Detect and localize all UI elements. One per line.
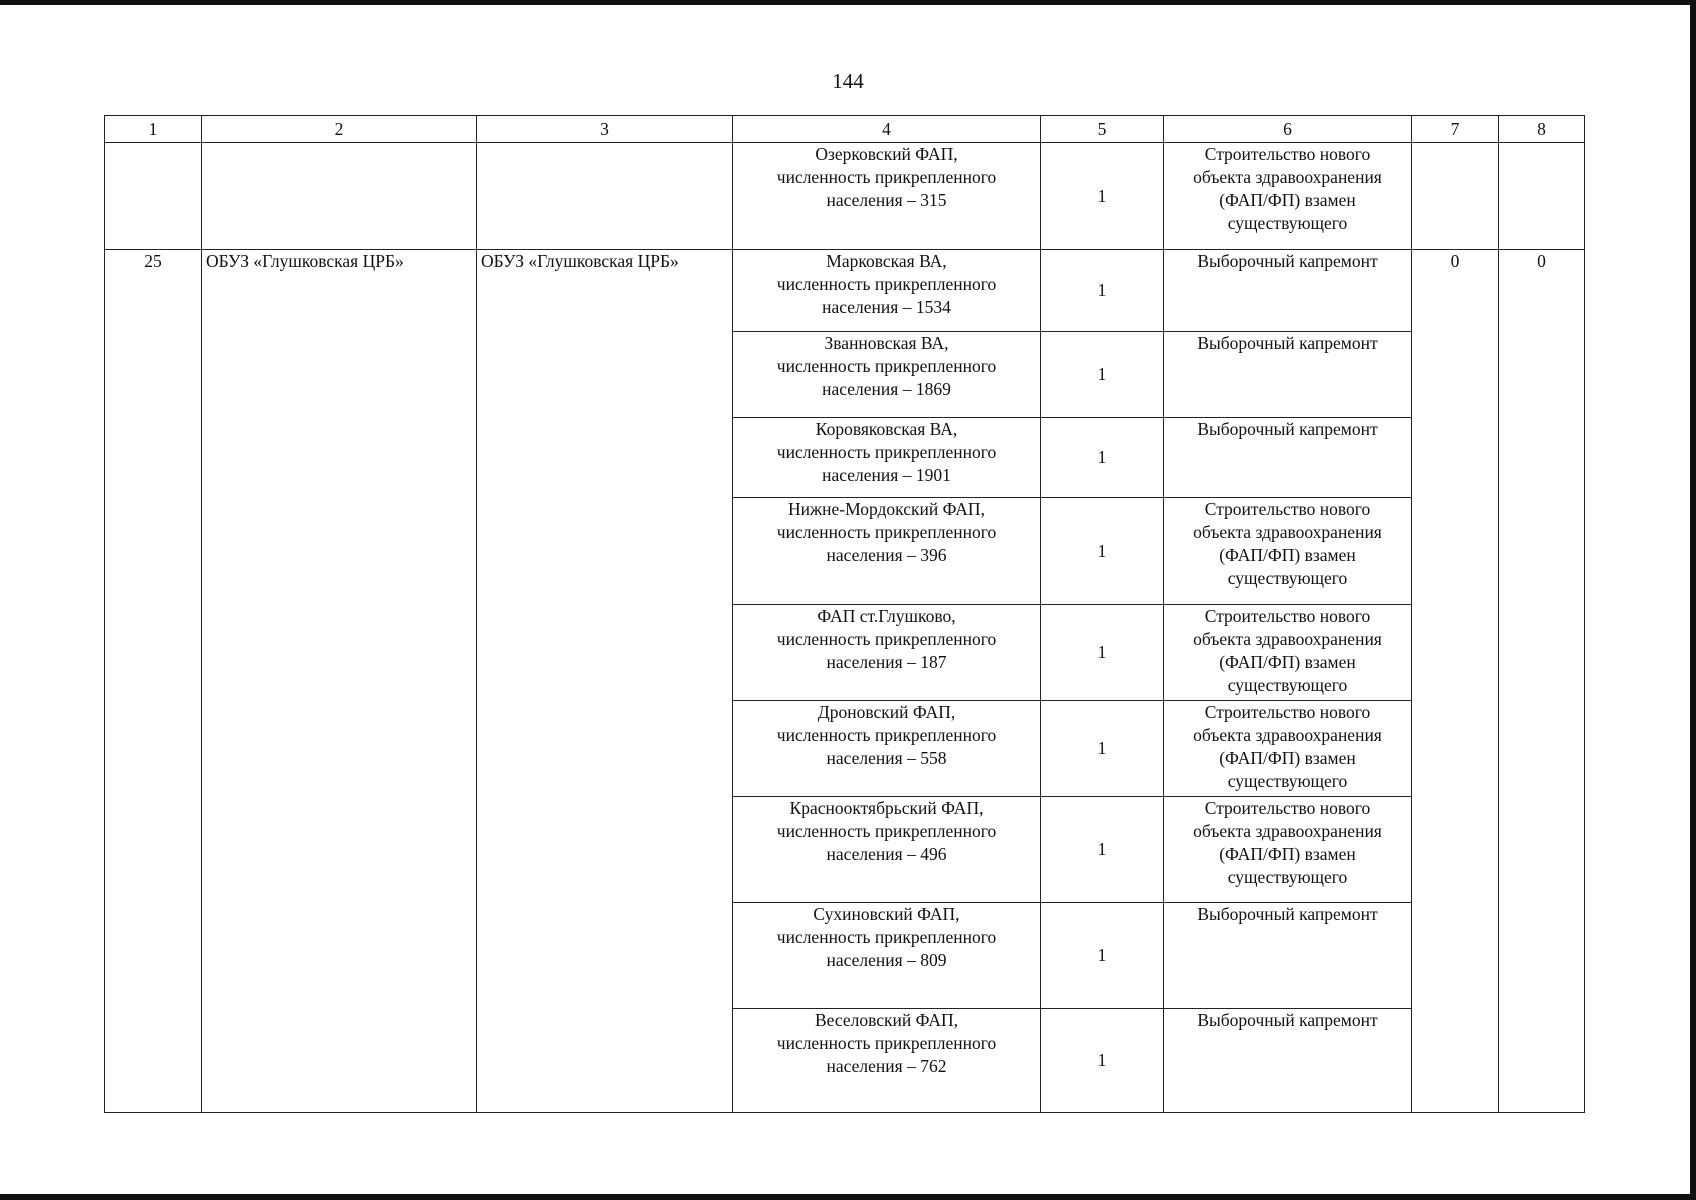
facility-cell: ФАП ст.Глушково, численность прикрепленного населения – 187 xyxy=(733,605,1041,701)
column-number: 3 xyxy=(477,116,733,143)
facilities-table xyxy=(104,115,1585,1113)
facility-cell: Веселовский ФАП, численность прикрепленного населения – 762 xyxy=(733,1009,1041,1113)
count-cell: 1 xyxy=(1041,250,1164,332)
measure-cell: Строительство нового объекта здравоохранения (ФАП/ФП) взамен существующего xyxy=(1164,605,1412,701)
institution-cell: ОБУЗ «Глушковская ЦРБ» xyxy=(477,250,733,1113)
row-number-cell: 25 xyxy=(105,250,202,1113)
column-number-row xyxy=(105,116,1585,143)
measure-cell: Строительство нового объекта здравоохранения (ФАП/ФП) взамен существующего xyxy=(1164,143,1412,250)
empty-cell xyxy=(1499,143,1585,250)
measure-cell: Выборочный капремонт xyxy=(1164,332,1412,418)
table-row-continued xyxy=(105,143,1585,250)
facility-cell: Званновская ВА, численность прикрепленного населения – 1869 xyxy=(733,332,1041,418)
column-number: 2 xyxy=(202,116,477,143)
column-number: 7 xyxy=(1412,116,1499,143)
column-number: 6 xyxy=(1164,116,1412,143)
empty-cell xyxy=(1412,143,1499,250)
measure-cell: Строительство нового объекта здравоохранения (ФАП/ФП) взамен существующего xyxy=(1164,498,1412,605)
count-cell: 1 xyxy=(1041,418,1164,498)
measure-cell: Выборочный капремонт xyxy=(1164,418,1412,498)
facility-cell: Сухиновский ФАП, численность прикрепленного населения – 809 xyxy=(733,903,1041,1009)
facility-cell: Марковская ВА, численность прикрепленного населения – 1534 xyxy=(733,250,1041,332)
count-cell: 1 xyxy=(1041,903,1164,1009)
facility-cell: Дроновский ФАП, численность прикрепленного населения – 558 xyxy=(733,701,1041,797)
empty-cell xyxy=(477,143,733,250)
measure-cell: Выборочный капремонт xyxy=(1164,250,1412,332)
column-number: 5 xyxy=(1041,116,1164,143)
organization-cell: ОБУЗ «Глушковская ЦРБ» xyxy=(202,250,477,1113)
measure-cell: Выборочный капремонт xyxy=(1164,903,1412,1009)
count-cell: 1 xyxy=(1041,605,1164,701)
count-cell: 1 xyxy=(1041,797,1164,903)
facility-cell: Коровяковская ВА, численность прикрепленного населения – 1901 xyxy=(733,418,1041,498)
count-cell: 1 xyxy=(1041,498,1164,605)
empty-cell xyxy=(105,143,202,250)
count-cell: 1 xyxy=(1041,143,1164,250)
page-number: 144 xyxy=(832,69,864,93)
column-8-cell: 0 xyxy=(1499,250,1585,1113)
measure-cell: Строительство нового объекта здравоохранения (ФАП/ФП) взамен существующего xyxy=(1164,797,1412,903)
column-number: 8 xyxy=(1499,116,1585,143)
measure-cell: Строительство нового объекта здравоохранения (ФАП/ФП) взамен существующего xyxy=(1164,701,1412,797)
facility-cell: Озерковский ФАП, численность прикрепленного населения – 315 xyxy=(733,143,1041,250)
column-number: 1 xyxy=(105,116,202,143)
column-number: 4 xyxy=(733,116,1041,143)
column-7-cell: 0 xyxy=(1412,250,1499,1113)
table-row xyxy=(105,250,1585,332)
count-cell: 1 xyxy=(1041,332,1164,418)
empty-cell xyxy=(202,143,477,250)
measure-cell: Выборочный капремонт xyxy=(1164,1009,1412,1113)
facility-cell: Краснооктябрьский ФАП, численность прикрепленного населения – 496 xyxy=(733,797,1041,903)
facility-cell: Нижне-Мордокский ФАП, численность прикрепленного населения – 396 xyxy=(733,498,1041,605)
count-cell: 1 xyxy=(1041,1009,1164,1113)
count-cell: 1 xyxy=(1041,701,1164,797)
